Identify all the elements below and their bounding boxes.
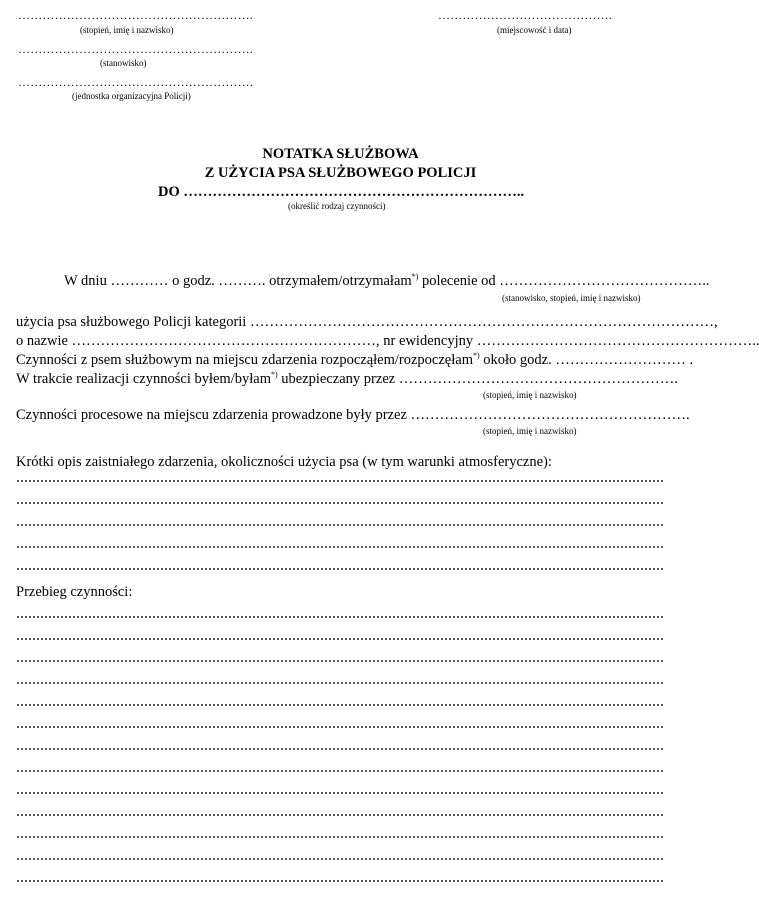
start-time-field[interactable]: około godz. ……………………… . (479, 352, 694, 368)
incident-description-line[interactable] (16, 568, 663, 570)
order-from-caption: (stanowisko, stopień, imię i nazwisko) (502, 293, 641, 303)
position-field-dots[interactable]: …………………………………………………. (18, 42, 253, 56)
title-line-3 (158, 184, 524, 201)
start-time-text: Czynności z psem służbowym na miejscu zdarzenia rozpocząłem/rozpoczęłam (16, 352, 473, 368)
activity-course-line[interactable] (16, 814, 663, 816)
activity-course-line[interactable] (16, 880, 663, 882)
dog-category-line[interactable]: użycia psa służbowego Policji kategorii ……………………………………………………………………………………, (16, 314, 718, 330)
activity-course-line[interactable] (16, 616, 663, 618)
secured-by-text: W trakcie realizacji czynności byłem/byłam (16, 371, 271, 387)
secured-by-caption: (stopień, imię i nazwisko) (483, 390, 577, 400)
activity-course-line[interactable] (16, 770, 663, 772)
incident-description-line[interactable] (16, 546, 663, 548)
start-time-line (16, 352, 693, 369)
unit-caption: (jednostka organizacyjna Policji) (72, 91, 191, 101)
footnote-marker: *) (270, 370, 278, 379)
dog-name-line[interactable]: o nazwie ………………………………………………………, nr ewidencyjny ………………………………………………….. (16, 333, 759, 349)
activity-course-line[interactable] (16, 858, 663, 860)
title-line-1: NOTATKA SŁUŻBOWA (262, 146, 419, 162)
procedural-actions-caption: (stopień, imię i nazwisko) (483, 426, 577, 436)
activity-course-line[interactable] (16, 792, 663, 794)
activity-course-line[interactable] (16, 748, 663, 750)
secured-by-field[interactable]: ubezpieczany przez …………………………………………………. (277, 371, 678, 387)
order-received-line (64, 273, 710, 290)
place-date-field-dots[interactable]: ……………………………………. (438, 8, 612, 22)
activity-course-line[interactable] (16, 836, 663, 838)
rank-name-caption: (stopień, imię i nazwisko) (80, 25, 174, 35)
order-from-text[interactable]: polecenie od …………………………………….. (418, 273, 710, 289)
incident-description-heading: Krótki opis zaistniałego zdarzenia, okoliczności użycia psa (w tym warunki atmosferyczne): (16, 454, 552, 470)
order-received-text: W dniu ………… o godz. ………. otrzymałem/otrzymałam (64, 273, 412, 289)
incident-description-line[interactable] (16, 524, 663, 526)
activity-course-heading: Przebieg czynności: (16, 584, 133, 600)
activity-course-line[interactable] (16, 638, 663, 640)
place-date-caption: (miejscowość i data) (497, 25, 572, 35)
activity-course-line[interactable] (16, 704, 663, 706)
secured-by-line (16, 371, 678, 388)
position-caption: (stanowisko) (100, 58, 147, 68)
title-do-prefix: DO (158, 184, 180, 200)
title-line-2: Z UŻYCIA PSA SŁUŻBOWEGO POLICJI (204, 165, 477, 181)
activity-course-line[interactable] (16, 682, 663, 684)
activity-course-line[interactable] (16, 660, 663, 662)
activity-course-line[interactable] (16, 726, 663, 728)
procedural-actions-line[interactable]: Czynności procesowe na miejscu zdarzenia prowadzone były przez …………………………………………………. (16, 407, 690, 423)
unit-field-dots[interactable]: …………………………………………………. (18, 75, 253, 89)
footnote-marker: *) (411, 272, 419, 281)
rank-name-field-dots[interactable]: …………………………………………………. (18, 8, 253, 22)
activity-type-dots[interactable]: …………………………………………………………….. (183, 184, 525, 200)
incident-description-line[interactable] (16, 502, 663, 504)
activity-type-caption: (określić rodzaj czynności) (288, 201, 386, 211)
footnote-marker: *) (472, 351, 480, 360)
incident-description-line[interactable] (16, 480, 663, 482)
